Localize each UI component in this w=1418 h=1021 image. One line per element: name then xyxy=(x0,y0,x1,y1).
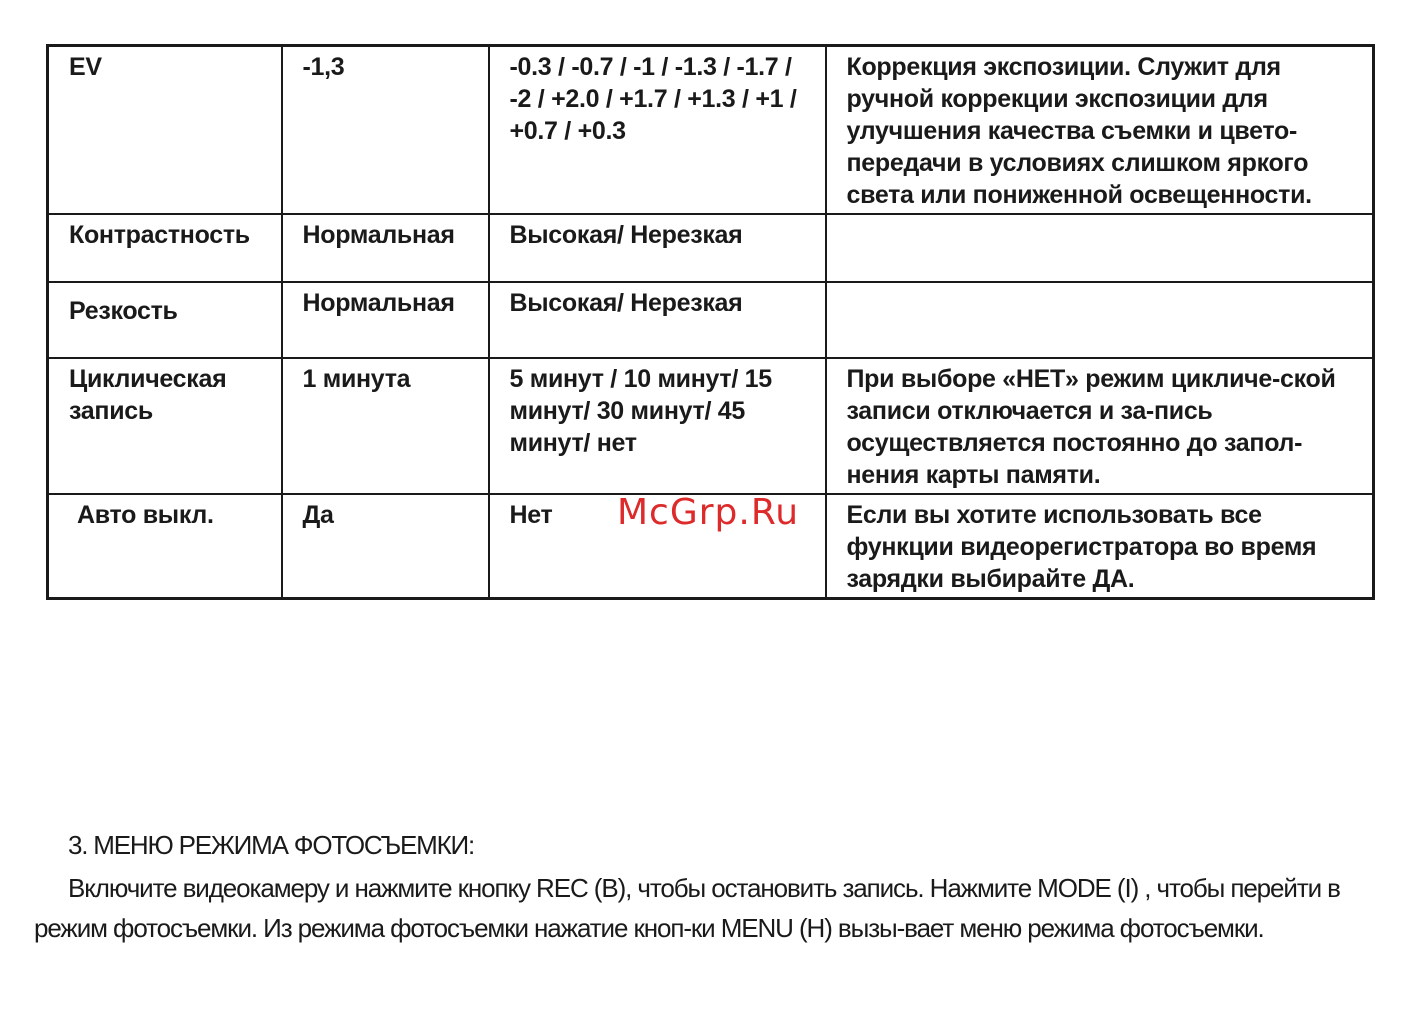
setting-options: 5 минут / 10 минут/ 15 минут/ 30 минут/ 45 минут/ нет xyxy=(489,358,826,494)
setting-description: При выборе «НЕТ» режим цикличе-ской записи отключается и за-пись осуществляется постоянно до запол-нения карты памяти. xyxy=(826,358,1374,494)
setting-default: Нормальная xyxy=(282,214,489,282)
setting-name: Контрастность xyxy=(48,214,282,282)
setting-default: -1,3 xyxy=(282,46,489,215)
setting-options: Нет xyxy=(489,494,826,599)
table-row xyxy=(48,282,1374,358)
setting-name: Резкость xyxy=(48,282,282,358)
setting-default: 1 минута xyxy=(282,358,489,494)
setting-options: -0.3 / -0.7 / -1 / -1.3 / -1.7 / -2 / +2.0 / +1.7 / +1.3 / +1 / +0.7 / +0.3 xyxy=(489,46,826,215)
setting-name: Авто выкл. xyxy=(48,494,282,599)
watermark: McGrp.Ru xyxy=(617,492,800,533)
section-body: Включите видеокамеру и нажмите кнопку REC (B), чтобы остановить запись. Нажмите MODE (I) , чтобы перейти в режим фотосъемки. Из режима фотосъемки нажатие кноп-ки MENU (H) вызы-вает меню режима фотосъемки. xyxy=(34,873,1340,943)
table-row xyxy=(48,46,1374,215)
setting-description xyxy=(826,282,1374,358)
setting-name: Циклическая запись xyxy=(48,358,282,494)
setting-description xyxy=(826,214,1374,282)
setting-options: Высокая/ Нерезкая xyxy=(489,214,826,282)
setting-name: EV xyxy=(48,46,282,215)
table-row xyxy=(48,358,1374,494)
setting-default: Да xyxy=(282,494,489,599)
setting-description: Если вы хотите использовать все функции видеорегистратора во время зарядки выбирайте ДА. xyxy=(826,494,1374,599)
table-row xyxy=(48,214,1374,282)
setting-options: Высокая/ Нерезкая xyxy=(489,282,826,358)
section-title: 3. МЕНЮ РЕЖИМА ФОТОСЪЕМКИ: xyxy=(68,830,475,860)
setting-description: Коррекция экспозиции. Служит для ручной коррекции экспозиции для улучшения качества съемки и цвето-передачи в условиях слишком яркого света или пониженной освещенности. xyxy=(826,46,1374,215)
setting-default: Нормальная xyxy=(282,282,489,358)
